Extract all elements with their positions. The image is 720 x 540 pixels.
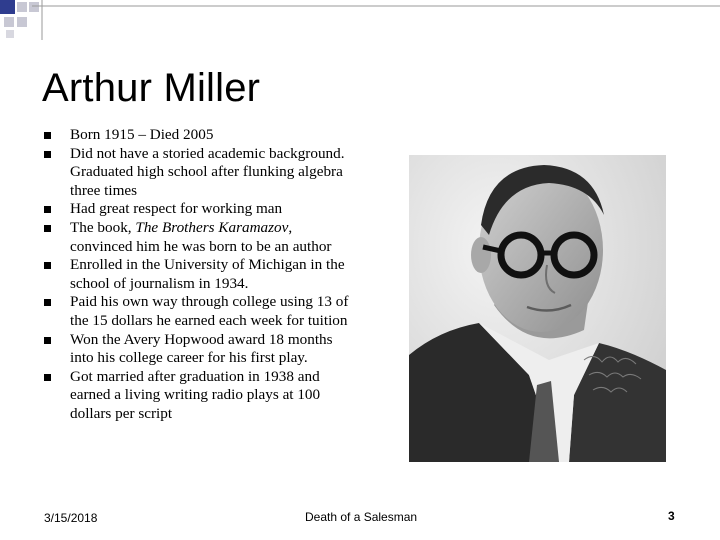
square-bullet-icon	[44, 299, 51, 306]
bullet-text: Got married after graduation in 1938 and earned a living writing radio plays at 100 dollars per script	[70, 367, 321, 422]
book-title: The Brothers Karamazov	[135, 218, 289, 236]
bullet-item	[44, 331, 356, 368]
portrait-photo	[409, 155, 666, 462]
bullet-item	[44, 145, 356, 201]
square-bullet-icon	[44, 132, 51, 139]
square-bullet-icon	[44, 337, 51, 344]
bullet-text: Born 1915 – Died 2005	[70, 126, 214, 143]
square-bullet-icon	[44, 374, 51, 381]
footer-date: 3/15/2018	[44, 511, 98, 525]
bullet-list	[44, 126, 356, 424]
bullet-text: Had great respect for working man	[70, 200, 283, 218]
footer-title: Death of a Salesman	[305, 510, 418, 524]
bullet-item	[44, 200, 356, 219]
bullet-item	[44, 368, 356, 424]
square-bullet-icon	[44, 262, 51, 269]
square-bullet-icon	[44, 206, 51, 213]
bullet-item	[44, 256, 356, 293]
square-bullet-icon	[44, 225, 51, 232]
bullet-text: Did not have a storied academic background. Graduated high school after flunking algebra three times	[70, 144, 345, 199]
bullet-text: , convinced him he was born to be an author	[70, 218, 332, 255]
bullet-text: Paid his own way through college using 13 of the 15 dollars he earned each week for tuition	[70, 293, 349, 329]
bullet-text: Enrolled in the University of Michigan in the school of journalism in 1934.	[70, 256, 345, 292]
slide-title: Arthur Miller	[42, 66, 261, 110]
bullet-item	[44, 219, 356, 256]
bullet-text: Won the Avery Hopwood award 18 months into his college career for his first play.	[70, 330, 333, 367]
page-number: 3	[668, 509, 675, 523]
bullet-text: The book,	[70, 218, 136, 236]
bullet-item	[44, 293, 356, 330]
top-rule	[32, 0, 720, 40]
bullet-item	[44, 126, 356, 145]
square-bullet-icon	[44, 151, 51, 158]
